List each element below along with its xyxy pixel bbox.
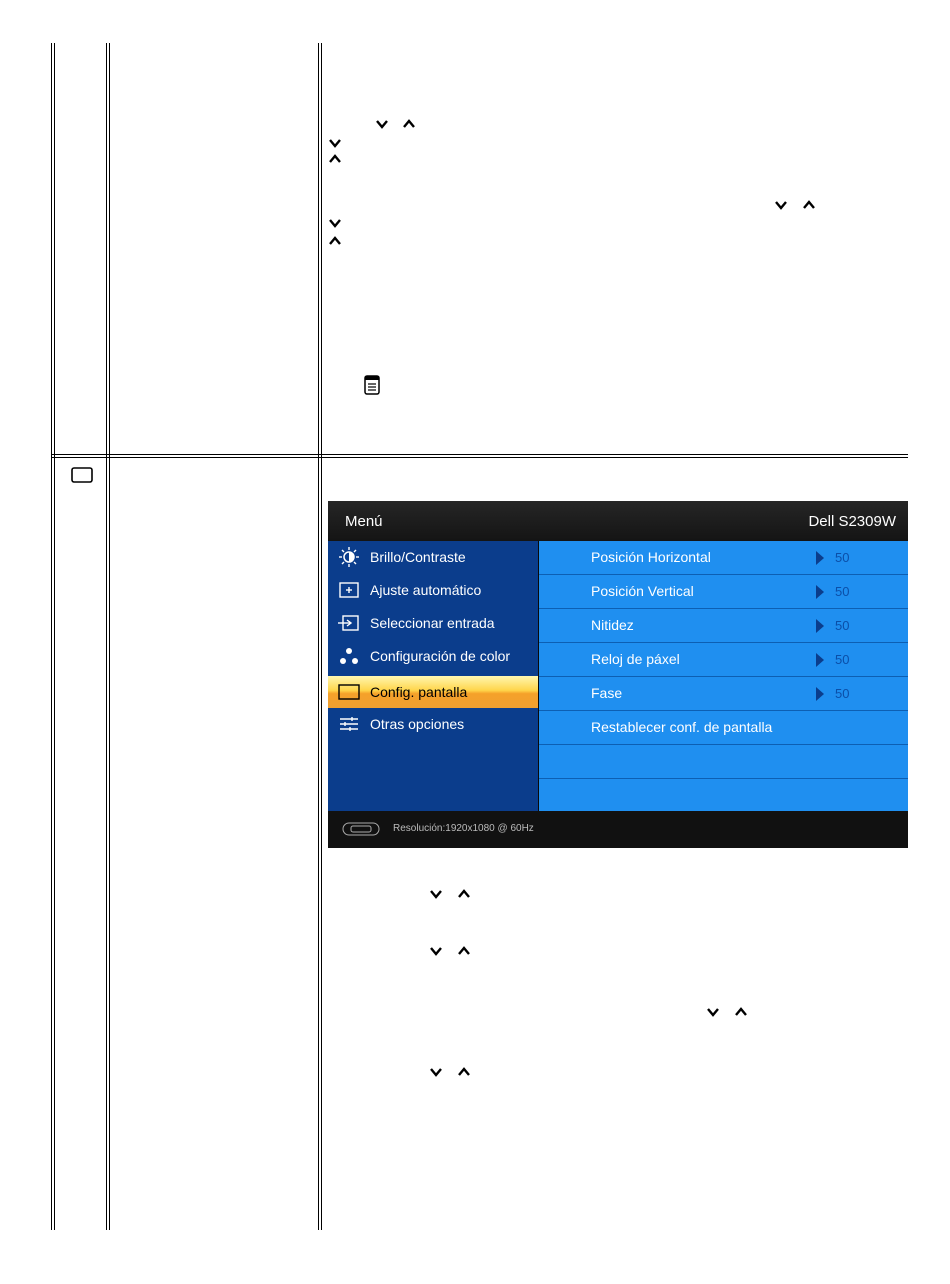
- osd-row-label: Posición Horizontal: [591, 549, 711, 565]
- osd-row-empty: [539, 745, 908, 779]
- osd-row-label: Posición Vertical: [591, 583, 694, 599]
- display-settings-icon: [338, 682, 360, 702]
- osd-item-display-settings[interactable]: [328, 676, 538, 708]
- triangle-right-icon: [816, 585, 824, 599]
- table-border-left-inner: [54, 43, 55, 1230]
- osd-menu-screenshot: [328, 501, 908, 848]
- osd-row-value: 50: [835, 618, 850, 633]
- osd-item-label: Seleccionar entrada: [370, 615, 495, 631]
- osd-header: [328, 501, 908, 541]
- chevron-up-icon: [328, 153, 342, 165]
- table-divider-col1: [106, 43, 107, 1230]
- display-settings-icon: [71, 467, 93, 483]
- osd-item-brightness-contrast[interactable]: [328, 541, 538, 573]
- chevron-down-icon: [375, 118, 389, 130]
- table-border-left-outer: [51, 43, 52, 1230]
- osd-resolution: Resolución:1920x1080 @ 60Hz: [393, 823, 534, 834]
- chevron-down-icon: [328, 217, 342, 229]
- chevron-down-icon: [706, 1006, 720, 1018]
- table-row-divider: [51, 454, 908, 455]
- table-divider-col2b: [321, 43, 322, 1230]
- osd-item-label: Configuración de color: [370, 648, 511, 664]
- osd-row-value: 50: [835, 550, 850, 565]
- chevron-up-icon: [328, 235, 342, 247]
- chevron-up-icon: [734, 1006, 748, 1018]
- chevron-down-icon: [429, 945, 443, 957]
- osd-item-label: Config. pantalla: [370, 684, 468, 700]
- osd-model-name: Dell S2309W: [808, 513, 896, 530]
- osd-row-reset-display[interactable]: [539, 711, 908, 745]
- osd-item-other-settings[interactable]: [328, 708, 538, 740]
- osd-submenu: [539, 541, 908, 811]
- chevron-up-icon: [457, 888, 471, 900]
- osd-menu-title: Menú: [345, 513, 383, 530]
- triangle-right-icon: [816, 551, 824, 565]
- osd-item-color-settings[interactable]: [328, 640, 538, 672]
- osd-item-label: Ajuste automático: [370, 582, 482, 598]
- chevron-up-icon: [402, 118, 416, 130]
- vga-icon: [342, 821, 380, 837]
- triangle-right-icon: [816, 687, 824, 701]
- table-divider-col2: [318, 43, 319, 1230]
- osd-row-vertical-position[interactable]: [539, 575, 908, 609]
- osd-item-input-select[interactable]: [328, 607, 538, 639]
- osd-main-menu: [328, 541, 538, 811]
- color-settings-icon: [338, 646, 360, 666]
- osd-row-label: Restablecer conf. de pantalla: [591, 719, 773, 735]
- chevron-down-icon: [429, 888, 443, 900]
- triangle-right-icon: [816, 653, 824, 667]
- other-settings-icon: [338, 714, 360, 734]
- chevron-up-icon: [802, 199, 816, 211]
- osd-footer: [328, 811, 908, 848]
- osd-row-value: 50: [835, 652, 850, 667]
- table-row-divider-b: [51, 457, 908, 458]
- osd-row-label: Reloj de páxel: [591, 651, 680, 667]
- chevron-down-icon: [328, 137, 342, 149]
- input-select-icon: [338, 613, 360, 633]
- osd-item-auto-adjust[interactable]: [328, 574, 538, 606]
- chevron-down-icon: [429, 1066, 443, 1078]
- osd-item-label: Brillo/Contraste: [370, 549, 466, 565]
- osd-row-empty: [539, 779, 908, 812]
- osd-item-label: Otras opciones: [370, 716, 465, 732]
- triangle-right-icon: [816, 619, 824, 633]
- osd-row-phase[interactable]: [539, 677, 908, 711]
- auto-adjust-icon: [338, 580, 360, 600]
- osd-row-value: 50: [835, 584, 850, 599]
- osd-row-sharpness[interactable]: [539, 609, 908, 643]
- osd-row-label: Nitidez: [591, 617, 634, 633]
- osd-row-value: 50: [835, 686, 850, 701]
- chevron-up-icon: [457, 945, 471, 957]
- brightness-icon: [338, 547, 360, 567]
- osd-row-horizontal-position[interactable]: [539, 541, 908, 575]
- table-divider-col1b: [109, 43, 110, 1230]
- chevron-up-icon: [457, 1066, 471, 1078]
- chevron-down-icon: [774, 199, 788, 211]
- osd-row-label: Fase: [591, 685, 623, 701]
- menu-button-icon: [364, 375, 380, 395]
- osd-row-pixel-clock[interactable]: [539, 643, 908, 677]
